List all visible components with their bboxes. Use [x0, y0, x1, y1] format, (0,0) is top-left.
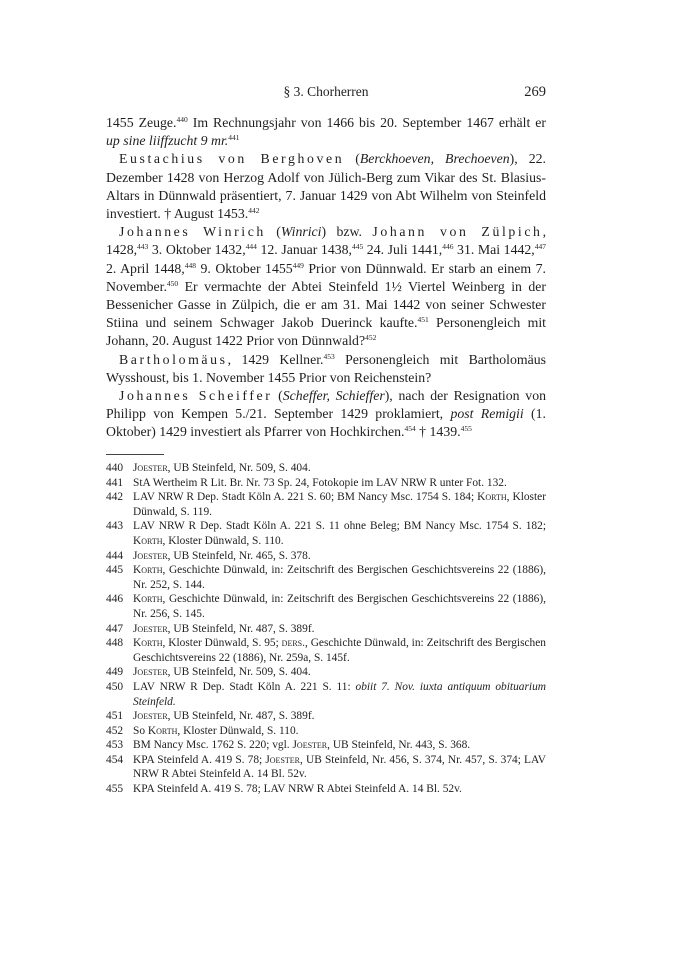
footnote-number: 440 — [106, 462, 124, 474]
main-text — [106, 114, 546, 442]
footnotes — [106, 461, 546, 797]
footnote-text: Korth, Kloster Dünwald, S. 95; ders., Geschichte Dünwald, in: Zeitschrift des Bergischen Geschichtsvereins 22 (1886), Nr. 259a, S. 145f. — [133, 637, 547, 664]
footnote-number: 443 — [106, 520, 124, 533]
footnote-ref[interactable]: 443 — [137, 242, 149, 252]
person-name: Bartholomäus — [119, 351, 228, 367]
footnote-ref[interactable]: 449 — [292, 260, 304, 270]
footnote-ref[interactable]: 447 — [534, 242, 546, 252]
footnote — [106, 738, 546, 753]
footnote-number: 444 — [106, 549, 124, 562]
footnote — [106, 490, 546, 519]
footnote-text: Joester, UB Steinfeld, Nr. 487, S. 389f. — [133, 622, 315, 635]
footnote-ref[interactable]: 453 — [323, 351, 335, 361]
footnote-text: BM Nancy Msc. 1762 S. 220; vgl. Joester, UB Steinfeld, Nr. 443, S. 368. — [133, 739, 471, 752]
footnote-ref[interactable]: 442 — [248, 206, 260, 216]
footnote-text: KPA Steinfeld A. 419 S. 78; LAV NRW R Abtei Steinfeld A. 14 Bl. 52v. — [133, 783, 462, 796]
footnote-ref[interactable]: 448 — [184, 260, 196, 270]
person-name: Johann von Zülpich — [372, 224, 543, 240]
footnote-ref[interactable]: 444 — [245, 242, 257, 252]
footnote-number: 455 — [106, 783, 124, 796]
person-name: Johannes Scheiffer — [119, 388, 273, 404]
paragraph: Johannes Winrich (Winrici) bzw. Johann von Zülpich, 1428,$^{443}$ 3. Oktober 1432,$^{444}$ 12. Januar 1438,$^{445}$ 24. Juli 1441,$^{446}$ 31. Mai 1442,$^{447}$ 2. April 1448,$^{448}$ 9. Oktober 1455$^{449}$ Prior von Dünnwald. Er starb an einem 7. November.$^{450}$ Er vermachte der Abtei Steinfeld 1½ Viertel Weinberg in der Bessenicher Gasse in Zülpich, die er am 31. Mai 1442 von seiner Schwester Stiina und seinem Schwager Jakob Duerinck kaufte.$^{451}$ Personengleich mit Johann, 20. August 1422 Prior von Dünnwald?$^{452}$ — [106, 224, 547, 349]
footnote-text: Joester, UB Steinfeld, Nr. 509, S. 404. — [133, 666, 311, 679]
footnote — [106, 709, 546, 724]
footnote-text: LAV NRW R Dep. Stadt Köln A. 221 S. 60; BM Nancy Msc. 1754 S. 184; Korth, Kloster Dünwald, S. 119. — [133, 491, 546, 518]
paragraph: Bartholomäus, 1429 Kellner.$^{453}$ Personengleich mit Bartholomäus Wysshoust, bis 1. November 1455 Prior von Reichenstein? — [106, 351, 546, 385]
footnote — [106, 563, 546, 592]
footnote-number: 441 — [106, 476, 124, 489]
footnote-text: So Korth, Kloster Dünwald, S. 110. — [133, 724, 299, 737]
footnote-ref[interactable]: 452 — [365, 333, 377, 343]
footnote — [106, 680, 546, 709]
running-title: § 3. Chorherren — [283, 84, 369, 99]
footnote-number: 452 — [106, 724, 124, 737]
footnote-number: 454 — [106, 753, 124, 766]
footnote-ref[interactable]: 440 — [176, 115, 188, 124]
paragraph: Johannes Scheiffer (Scheffer, Schieffer), nach der Resignation von Philipp von Kempen 5./21. September 1429 proklamiert, post Remigii (1. Oktober) 1429 investiert als Pfarrer von Hochkirchen.$^{454}$ † 1439.$^{455}$ — [106, 388, 546, 440]
footnote — [106, 665, 546, 680]
footnote-number: 442 — [106, 491, 124, 504]
footnote-text: Joester, UB Steinfeld, Nr. 509, S. 404. — [133, 462, 311, 474]
footnote — [106, 753, 546, 782]
footnote-text: Joester, UB Steinfeld, Nr. 465, S. 378. — [133, 549, 311, 562]
footnote-text: LAV NRW R Dep. Stadt Köln A. 221 S. 11 ohne Beleg; BM Nancy Msc. 1754 S. 182; Korth, Kloster Dünwald, S. 110. — [133, 520, 546, 547]
footnote-number: 450 — [106, 680, 124, 693]
footnote — [106, 636, 546, 665]
footnote — [106, 476, 546, 491]
footnote-number: 448 — [106, 637, 124, 650]
footnote-ref[interactable]: 441 — [228, 133, 240, 143]
paragraph: 1455 Zeuge.$^{440}$ Im Rechnungsjahr von 1466 bis 20. September 1467 erhält er up sine liiffzucht 9 mr.$^{441}$ — [106, 115, 546, 149]
footnote — [106, 461, 546, 476]
footnote — [106, 549, 546, 564]
footnote-ref[interactable]: 450 — [166, 278, 179, 288]
footnote-number: 445 — [106, 564, 124, 577]
running-header — [106, 84, 546, 104]
footnote — [106, 724, 546, 739]
footnote-text: StA Wertheim R Lit. Br. Nr. 73 Sp. 24, Fotokopie im LAV NRW R unter Fot. 132. — [133, 476, 507, 489]
footnote-ref[interactable]: 454 — [404, 424, 416, 434]
footnote-number: 447 — [106, 622, 124, 635]
footnote — [106, 782, 546, 797]
footnote-ref[interactable]: 451 — [417, 315, 429, 325]
person-name: Johannes Winrich — [119, 224, 266, 240]
footnote-text: Korth, Geschichte Dünwald, in: Zeitschrift des Bergischen Geschichtsvereins 22 (1886), Nr. 256, S. 145. — [133, 593, 546, 620]
page-number: 269 — [524, 84, 546, 100]
footnote-text: Korth, Geschichte Dünwald, in: Zeitschrift des Bergischen Geschichtsvereins 22 (1886), Nr. 252, S. 144. — [133, 564, 546, 591]
footnote-text: LAV NRW R Dep. Stadt Köln A. 221 S. 11: obiit 7. Nov. iuxta antiquum obituarium Steinfeld. — [133, 680, 546, 708]
person-name: Eustachius von Berghoven — [119, 151, 345, 167]
footnote-ref[interactable]: 446 — [442, 242, 454, 252]
footnote — [106, 519, 546, 548]
footnote — [106, 592, 546, 621]
footnote-ref[interactable]: 455 — [460, 424, 472, 434]
footnote-number: 446 — [106, 593, 124, 606]
footnote-divider — [106, 454, 164, 455]
footnote — [106, 622, 546, 637]
footnote-number: 449 — [106, 666, 124, 679]
footnote-text: Joester, UB Steinfeld, Nr. 487, S. 389f. — [133, 710, 315, 723]
paragraph: Eustachius von Berghoven (Berckhoeven, Brechoeven), 22. Dezember 1428 von Herzog Adolf von Jülich-Berg zum Vikar des St. Blasius-Altars in Dünnwald präsentiert, 7. Januar 1429 von Abt Wilhelm von Steinfeld investiert. † August 1453.$^{442}$ — [106, 151, 546, 222]
footnote-ref[interactable]: 445 — [351, 242, 364, 252]
footnote-number: 451 — [106, 710, 124, 723]
footnote-text: KPA Steinfeld A. 419 S. 78; Joester, UB Steinfeld, Nr. 456, S. 374, Nr. 457, S. 374; LAV NRW R Abtei Steinfeld A. 14 Bl. 52v. — [133, 753, 546, 781]
footnote-number: 453 — [106, 739, 124, 752]
